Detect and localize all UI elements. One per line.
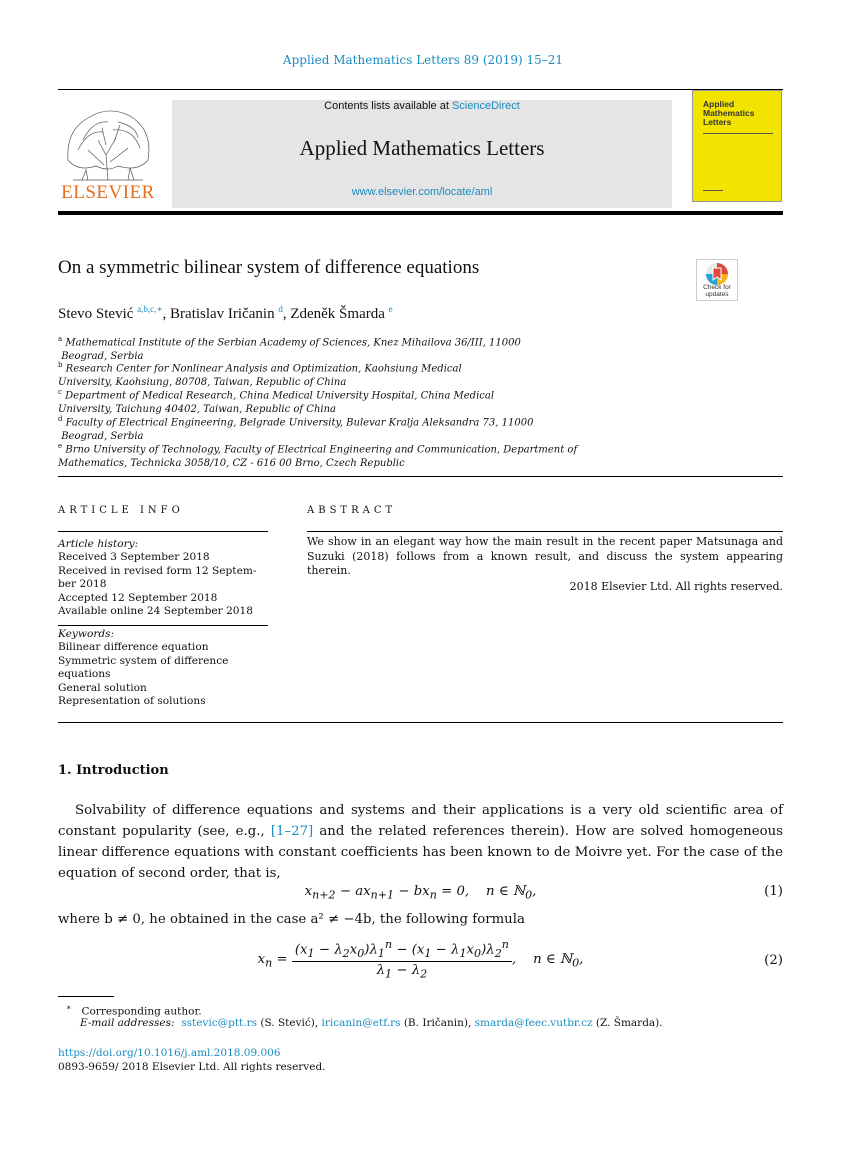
sciencedirect-link[interactable]: ScienceDirect bbox=[451, 100, 520, 112]
keyword-item: Bilinear difference equation bbox=[58, 641, 209, 654]
header-top-rule bbox=[58, 89, 783, 90]
intro-paragraph-2: where b ≠ 0, he obtained in the case a² ≠ −4b, the following formula bbox=[58, 912, 525, 927]
author-affiliation-marks[interactable]: e bbox=[388, 304, 393, 314]
email-link[interactable]: sstevic@ptt.rs bbox=[181, 1017, 258, 1029]
intro-text: Solvability of difference equations and systems and their applications is a very old scientific area of constant popularity (see, e.g., bbox=[58, 803, 783, 839]
cover-title-line: Mathematics bbox=[703, 108, 755, 118]
affiliation-line: Research Center for Nonlinear Analysis and Optimization, Kaohsiung Medical bbox=[65, 363, 462, 375]
cover-title bbox=[703, 100, 755, 127]
intro-text: and the related references therein). How are solved homogeneous linear difference equations with constant coefficients has been known to de Moivre yet. For the case of the equation of second order, that is, bbox=[58, 824, 783, 881]
doi-link[interactable]: https://doi.org/10.1016/j.aml.2018.09.006 bbox=[58, 1047, 281, 1059]
journal-cover-thumbnail[interactable] bbox=[692, 90, 782, 202]
corresponding-author-note: Corresponding author. bbox=[81, 1005, 202, 1018]
keyword-item: General solution bbox=[58, 681, 147, 694]
affiliation-line: Brno University of Technology, Faculty of Electrical Engineering and Communication, Department of bbox=[65, 444, 578, 456]
cover-rule bbox=[703, 190, 723, 191]
email-link[interactable]: smarda@feec.vutbr.cz bbox=[474, 1017, 593, 1029]
affiliation bbox=[58, 386, 758, 416]
footnote-emails bbox=[80, 1017, 663, 1029]
affiliation bbox=[58, 359, 758, 389]
equation-2-body: $x_n$ = $\frac{(x_1 - \lambda_2x_0)\lambda_1^n - (x_1 - \lambda_1x_0)\lambda_2^n}{\lambda_1 - \lambda_2}$ , n ∈ ℕ$_0$, bbox=[257, 938, 584, 981]
affiliation-mark: d bbox=[58, 415, 63, 423]
history-item: Received in revised form 12 Septem- bbox=[58, 564, 257, 577]
cover-title-line: Applied bbox=[703, 99, 735, 109]
header-thick-rule bbox=[58, 211, 783, 215]
journal-title: Applied Mathematics Letters bbox=[299, 136, 545, 160]
article-info-heading: ARTICLE INFO bbox=[58, 505, 184, 516]
check-updates-icon bbox=[705, 262, 729, 286]
history-item: Available online 24 September 2018 bbox=[58, 605, 254, 618]
affiliation-line: Faculty of Electrical Engineering, Belgrade University, Bulevar Kralja Aleksandra 73, 11000 bbox=[65, 417, 534, 429]
affiliation bbox=[58, 440, 758, 470]
keywords-rule bbox=[58, 625, 268, 626]
footnote-star: ∗ bbox=[66, 1003, 72, 1012]
keyword-item: Representation of solutions bbox=[58, 695, 206, 708]
abstract-body: We show in an elegant way how the main result in the recent paper Matsunaga and Suzuki (2018) follows from a known result, and discuss the system appearing therein. bbox=[307, 535, 783, 577]
author-list bbox=[58, 304, 393, 323]
affiliation-mark: e bbox=[58, 442, 63, 450]
equation-2 bbox=[58, 938, 783, 981]
intro-paragraph bbox=[58, 800, 783, 884]
email-owner: (B. Iričanin), bbox=[403, 1017, 472, 1029]
article-history bbox=[58, 538, 268, 618]
affiliation-line: Beograd, Serbia bbox=[61, 430, 144, 442]
contents-line bbox=[172, 100, 672, 112]
equation-1 bbox=[58, 884, 783, 902]
author-separator: , bbox=[282, 306, 291, 322]
elsevier-wordmark: ELSEVIER bbox=[61, 182, 155, 203]
affiliation-mark: b bbox=[58, 361, 63, 369]
keyword-item: equations bbox=[58, 668, 111, 681]
affiliation-mark: a bbox=[58, 335, 63, 343]
equation-number: (1) bbox=[764, 884, 783, 899]
check-for-updates-badge[interactable] bbox=[696, 259, 738, 301]
equation-number: (2) bbox=[764, 953, 783, 968]
affiliation bbox=[58, 413, 758, 443]
keywords-label: Keywords: bbox=[58, 628, 115, 640]
issn-copyright: 0893-9659/ 2018 Elsevier Ltd. All rights reserved. bbox=[58, 1061, 326, 1073]
author-name[interactable]: Zdeněk Šmarda bbox=[290, 306, 385, 322]
footnote-corresponding bbox=[66, 1003, 202, 1018]
affiliation-line: University, Taichung 40402, Taiwan, Republic of China bbox=[58, 403, 336, 415]
keywords bbox=[58, 628, 268, 708]
author-name[interactable]: Stevo Stević bbox=[58, 306, 134, 322]
author-affiliation-marks[interactable]: d bbox=[278, 304, 283, 314]
email-owner: (S. Stević), bbox=[260, 1017, 319, 1029]
author-name[interactable]: Bratislav Iričanin bbox=[170, 306, 275, 322]
section-heading-introduction: 1. Introduction bbox=[58, 763, 169, 778]
equation-2-fraction: $\frac{(x_1 - \lambda_2x_0)\lambda_1^n - (x_1 - \lambda_1x_0)\lambda_2^n}{\lambda_1 - \lambda_2}$ bbox=[292, 938, 512, 981]
abstract-heading: ABSTRACT bbox=[307, 505, 397, 516]
history-item: Accepted 12 September 2018 bbox=[58, 591, 218, 604]
affiliation-line: Mathematics, Technicka 3058/10, CZ - 616 00 Brno, Czech Republic bbox=[58, 457, 405, 469]
section-rule bbox=[58, 722, 783, 723]
affiliation-line: University, Kaohsiung, 80708, Taiwan, Republic of China bbox=[58, 376, 347, 388]
affiliation-line: Mathematical Institute of the Serbian Academy of Sciences, Knez Mihailova 36/III, 11000 bbox=[65, 337, 521, 349]
article-info-rule bbox=[58, 531, 268, 532]
article-title: On a symmetric bilinear system of difference equations bbox=[58, 257, 480, 278]
journal-reference[interactable]: Applied Mathematics Letters 89 (2019) 15–21 bbox=[282, 53, 564, 67]
cover-rule bbox=[703, 133, 773, 134]
abstract-rule bbox=[307, 531, 783, 532]
email-owner: (Z. Šmarda). bbox=[595, 1017, 663, 1029]
affiliation-mark: c bbox=[58, 388, 62, 396]
keyword-item: Symmetric system of difference bbox=[58, 654, 229, 667]
equation-1-body: $x_{n+2} - ax_{n+1} - bx_n = 0$, n ∈ ℕ$_0$, bbox=[304, 884, 537, 902]
history-item: Received 3 September 2018 bbox=[58, 551, 210, 564]
author-affiliation-marks[interactable]: a,b,c,∗ bbox=[137, 304, 163, 314]
email-link[interactable]: iricanin@etf.rs bbox=[321, 1017, 401, 1029]
article-history-label: Article history: bbox=[58, 538, 139, 550]
author-separator: , bbox=[162, 306, 171, 322]
email-label: E-mail addresses: bbox=[80, 1017, 175, 1029]
footnote-rule bbox=[58, 996, 114, 997]
affiliation-line: Beograd, Serbia bbox=[61, 350, 144, 362]
history-item: ber 2018 bbox=[58, 578, 107, 591]
journal-url-link[interactable]: www.elsevier.com/locate/aml bbox=[351, 186, 493, 198]
check-updates-label: Check for updates bbox=[703, 284, 731, 298]
affiliation-line: Department of Medical Research, China Medical University Hospital, China Medical bbox=[65, 390, 495, 402]
cover-title-line: Letters bbox=[703, 117, 732, 127]
section-rule bbox=[58, 476, 783, 477]
abstract-copyright: 2018 Elsevier Ltd. All rights reserved. bbox=[569, 580, 783, 593]
contents-prefix: Contents lists available at bbox=[324, 100, 452, 112]
citation-link[interactable]: [1–27] bbox=[270, 824, 314, 839]
